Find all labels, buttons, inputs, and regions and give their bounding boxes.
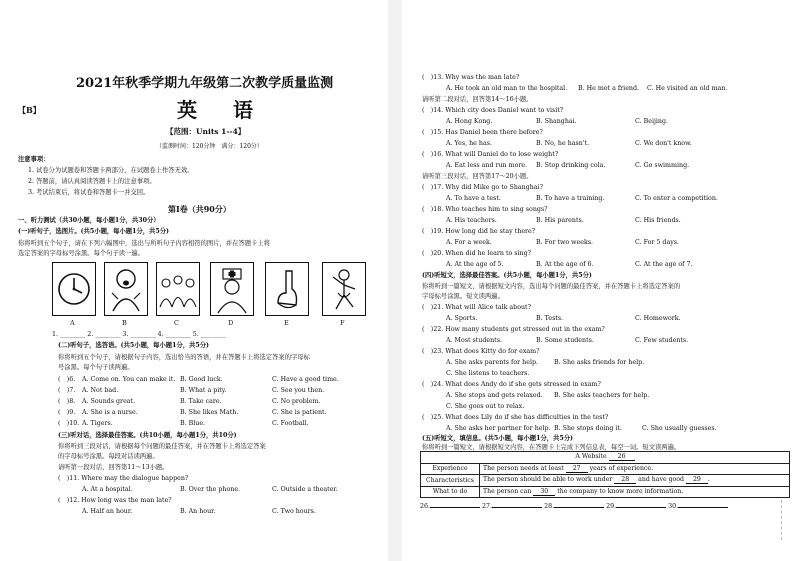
option: A. At the age of 5. <box>446 261 504 268</box>
row-label: Experience <box>421 463 480 475</box>
question: ( )17. Why did Mike go to Shanghai? <box>422 184 543 191</box>
option: C. She is patient. <box>272 409 327 416</box>
time-note: （监测时间：120分钟 满分：120分） <box>156 143 263 150</box>
question: ( )13. Why was the man late? <box>422 74 520 81</box>
option: B. Shanghai. <box>536 118 577 125</box>
instruction: 字母标号涂黑。短文读两遍。 <box>422 293 504 300</box>
question: ( )22. How many students get stressed out in the exam? <box>422 326 605 333</box>
picture-label: A <box>70 319 75 327</box>
question: ( )21. What will Alice talk about? <box>422 304 531 311</box>
option: B. Some students. <box>536 337 594 344</box>
option: C. Few students. <box>635 337 689 344</box>
question: ( )24. What does Andy do if she gets stressed in exam? <box>422 381 601 388</box>
picture-e <box>265 262 309 316</box>
question: ( )19. How long did he stay there? <box>422 228 536 235</box>
crowd-icon <box>157 263 199 315</box>
option: A. At a hospital. <box>82 486 133 493</box>
instruction: 选定答案的字母标号涂黑。每个句子读一遍。 <box>18 250 144 257</box>
notice-item: 2. 答题前，请认真阅读答题卡上的注意事项。 <box>28 178 156 185</box>
picture-d <box>210 262 254 316</box>
picture-label: F <box>340 319 345 327</box>
option: B. No, he hasn't. <box>536 140 590 147</box>
unit-range: 【范围：Units 1--4】 <box>166 127 246 136</box>
option: B. Over the phone. <box>180 486 241 493</box>
answer-blank <box>492 501 542 508</box>
option: A. Not bad. <box>82 387 119 394</box>
option: A. His teachers. <box>446 217 497 224</box>
instruction: 你将听到三段对话，请根据每个问题的最佳答案，并在答题卡上将选定答案 <box>58 443 266 450</box>
option: B. Take care. <box>180 398 222 405</box>
notice-heading: 注意事项： <box>18 156 50 163</box>
subsection-heading: (一)听句子，选图片。(共5小题，每小题1分，共5分) <box>18 228 169 235</box>
option: A. She asks her partner for help. <box>446 425 551 432</box>
exam-title: 2021年秋季学期九年级第二次教学质量监测 <box>76 76 334 91</box>
question: ( )12. How long was the man late? <box>58 497 172 504</box>
picture-f <box>322 262 366 316</box>
doctor-icon <box>211 263 253 315</box>
version-label: 【B】 <box>18 105 41 115</box>
option: B. She likes Math. <box>180 409 239 416</box>
option: B. Good luck. <box>180 376 223 383</box>
question-number: ( )8. <box>58 398 76 405</box>
answer-number: 28. <box>544 503 555 510</box>
option: C. Football. <box>272 420 309 427</box>
subsection-heading: (四)听短文，选择最佳答案。(共5小题，每小题1分，共5分) <box>422 272 592 279</box>
row-text: The person needs at least <box>483 464 564 472</box>
left-page <box>0 0 388 561</box>
question-number: ( )9. <box>58 409 76 416</box>
answer-blank <box>430 501 480 508</box>
part-one-heading: 第Ⅰ卷（共90分） <box>168 204 231 214</box>
option: C. See you then. <box>272 387 325 394</box>
option: A. Hong Kong. <box>446 118 493 125</box>
picture-b <box>104 262 148 316</box>
answer-number: 26. <box>420 503 431 510</box>
instruction: 你将听到五个句子，请在下列六幅图中，选出与所听句子内容相符的图片，并在答题卡上将 <box>18 240 270 247</box>
option: C. His friends. <box>635 217 681 224</box>
option: C. Go swimming. <box>635 162 690 169</box>
row-content <box>480 463 790 475</box>
option: A. He took an old man to the hospital. <box>446 85 568 92</box>
question-number: ( )6. <box>58 376 76 383</box>
row-content <box>480 486 790 498</box>
notice-item: 1. 试卷分为试题卷和答题卡两部分，在试题卷上作答无效。 <box>28 167 194 174</box>
answer-blank <box>678 501 728 508</box>
option: B. His parents. <box>536 217 584 224</box>
instruction: 号涂黑。每个句子读两遍。 <box>58 364 134 371</box>
option: A. She stops and gets relaxed. <box>446 392 543 399</box>
table-row <box>421 475 790 487</box>
page-gutter <box>388 0 402 561</box>
picture-label: B <box>122 319 127 327</box>
option: A. Most students. <box>446 337 502 344</box>
option: C. Have a good time. <box>272 376 339 383</box>
answer-line <box>420 501 728 511</box>
blank-26: 26 <box>609 453 635 461</box>
picture-c <box>156 262 200 316</box>
instruction: 你将听到一篇短文，请根据短文内容，在答题卡上完成下列信息表，每空一词。短文读两遍。 <box>422 444 681 451</box>
clock-icon <box>53 263 95 315</box>
option: A. Half an hour. <box>82 508 133 515</box>
question: ( )18. Who teaches him to sing songs? <box>422 206 548 213</box>
notice-item: 3. 考试结束后，将试卷和答题卡一并交回。 <box>28 189 150 196</box>
option: A. To have a test. <box>446 195 501 202</box>
option: B. At the age of 6. <box>536 261 594 268</box>
question: ( )16. What will Daniel do to lose weight? <box>422 151 559 158</box>
instruction: 请听第二段对话，回答第14～16小题。 <box>422 96 533 103</box>
option: B. She stops doing it. <box>554 425 623 432</box>
instruction: 你将听到一篇短文，请根据短文内容，选出每个问题的最佳答案，并在答题卡上将选定答案的 <box>422 283 681 290</box>
option: C. She usually guesses. <box>642 425 717 432</box>
picture-label: E <box>284 319 289 327</box>
option: B. He met a friend. <box>578 85 640 92</box>
option: B. Tests. <box>536 315 564 322</box>
shouting-man-icon <box>105 263 147 315</box>
option: B. She asks friends for help. <box>554 359 645 366</box>
dancing-girl-icon <box>323 263 365 315</box>
option: B. For two weeks. <box>536 239 594 246</box>
question: ( )11. Where may the dialogue happen? <box>58 475 189 482</box>
blank-30: 30 <box>533 488 555 496</box>
subsection-heading: (五)听短文，填信息。(共5小题，每小题1分，共5分) <box>422 435 573 442</box>
answer-number: 29. <box>606 503 617 510</box>
question: ( )23. What does Kitty do for exam? <box>422 348 540 355</box>
instruction: 你将听到五个句子，请根据句子内容，选出恰当的答语，并在答题卡上将选定答案的字母标 <box>58 354 310 361</box>
row-text: The person can <box>483 487 532 495</box>
option: C. Two hours. <box>272 508 316 515</box>
answer-blanks: 1. ________ 2. ________ 3. ________ 4. ________ 5. ________ <box>52 331 226 338</box>
option: A. Come on. You can make it. <box>82 376 176 383</box>
answer-number: 27. <box>482 503 493 510</box>
subsection-heading: (二)听句子，选答语。(共5小题，每小题1分，共5分) <box>58 342 209 349</box>
question: ( )20. When did he learn to sing? <box>422 250 531 257</box>
row-label: What to do <box>421 486 480 498</box>
picture-label: C <box>174 319 179 327</box>
option: A. Sports. <box>446 315 478 322</box>
row-content <box>480 475 790 487</box>
quiet-finger-icon <box>266 263 308 315</box>
option: A. For a week. <box>446 239 492 246</box>
row-text: . <box>707 476 710 484</box>
blank-29: 29 <box>686 476 708 484</box>
option: C. To enter a competition. <box>635 195 718 202</box>
option: A. Tigers. <box>82 420 113 427</box>
question: ( )25. What does Lily do if she has difficulties in the test? <box>422 414 609 421</box>
picture-a <box>52 262 96 316</box>
instruction: 的字母标号涂黑。每段对话读两遍。 <box>58 453 159 460</box>
row-label: Characteristics <box>421 475 480 487</box>
table-title-cell <box>421 452 790 464</box>
row-text: the company to know more information. <box>557 487 684 495</box>
option: C. Outside a theater. <box>272 486 338 493</box>
row-text: and have good <box>638 476 684 484</box>
option: C. We don't know. <box>635 140 692 147</box>
option: B. She asks teachers for help. <box>554 392 650 399</box>
row-text: years of experience. <box>589 464 654 472</box>
blank-28: 28 <box>614 476 636 484</box>
info-table <box>420 451 790 498</box>
option: A. Yes, he has. <box>446 140 492 147</box>
subsection-heading: (三)听对话，选择最佳答案。(共10小题，每小题1分，共10分) <box>58 432 237 439</box>
blank-27: 27 <box>566 465 588 473</box>
row-text: The person should be able to work under <box>483 476 613 484</box>
option: B. What a pity. <box>180 387 227 394</box>
option: B. Stop drinking cola. <box>536 162 606 169</box>
table-title: A Website <box>575 453 607 461</box>
picture-label: D <box>228 319 234 327</box>
option: C. No problem. <box>272 398 321 405</box>
option: B. Blue. <box>180 420 206 427</box>
option: A. She is a nurse. <box>82 409 138 416</box>
table-row <box>421 486 790 498</box>
question: ( )14. Which city does Daniel want to visit? <box>422 107 564 114</box>
option: B. To have a training. <box>536 195 605 202</box>
cut-line <box>781 500 790 540</box>
right-page <box>402 0 794 561</box>
table-row <box>421 463 790 475</box>
option: C. She listens to teachers. <box>446 370 530 377</box>
instruction: 请听第一段对话，回答第11～13小题。 <box>58 464 169 471</box>
option: C. Beijing. <box>635 118 669 125</box>
table-row <box>421 452 790 464</box>
option: A. Sounds great. <box>82 398 136 405</box>
question-number: ( )10. <box>58 420 80 427</box>
option: C. Homework. <box>635 315 681 322</box>
question: ( )15. Has Daniel been there before? <box>422 129 543 136</box>
option: C. At the age of 7. <box>635 261 693 268</box>
answer-number: 30. <box>668 503 679 510</box>
option: C. She goes out to relax. <box>446 403 525 410</box>
instruction: 请听第三段对话，回答第17～20小题。 <box>422 173 533 180</box>
option: C. He visited an old man. <box>647 85 728 92</box>
section-heading: 一、听力测试（共30小题，每小题1分，共30分） <box>18 217 160 224</box>
question-number: ( )7. <box>58 387 76 394</box>
option: B. An hour. <box>180 508 216 515</box>
option: A. Eat less and run more. <box>446 162 528 169</box>
option: A. She asks parents for help. <box>446 359 538 366</box>
answer-blank <box>616 501 666 508</box>
answer-blank <box>554 501 604 508</box>
subject-title: 英 语 <box>177 98 261 122</box>
option: C. For 5 days. <box>635 239 680 246</box>
